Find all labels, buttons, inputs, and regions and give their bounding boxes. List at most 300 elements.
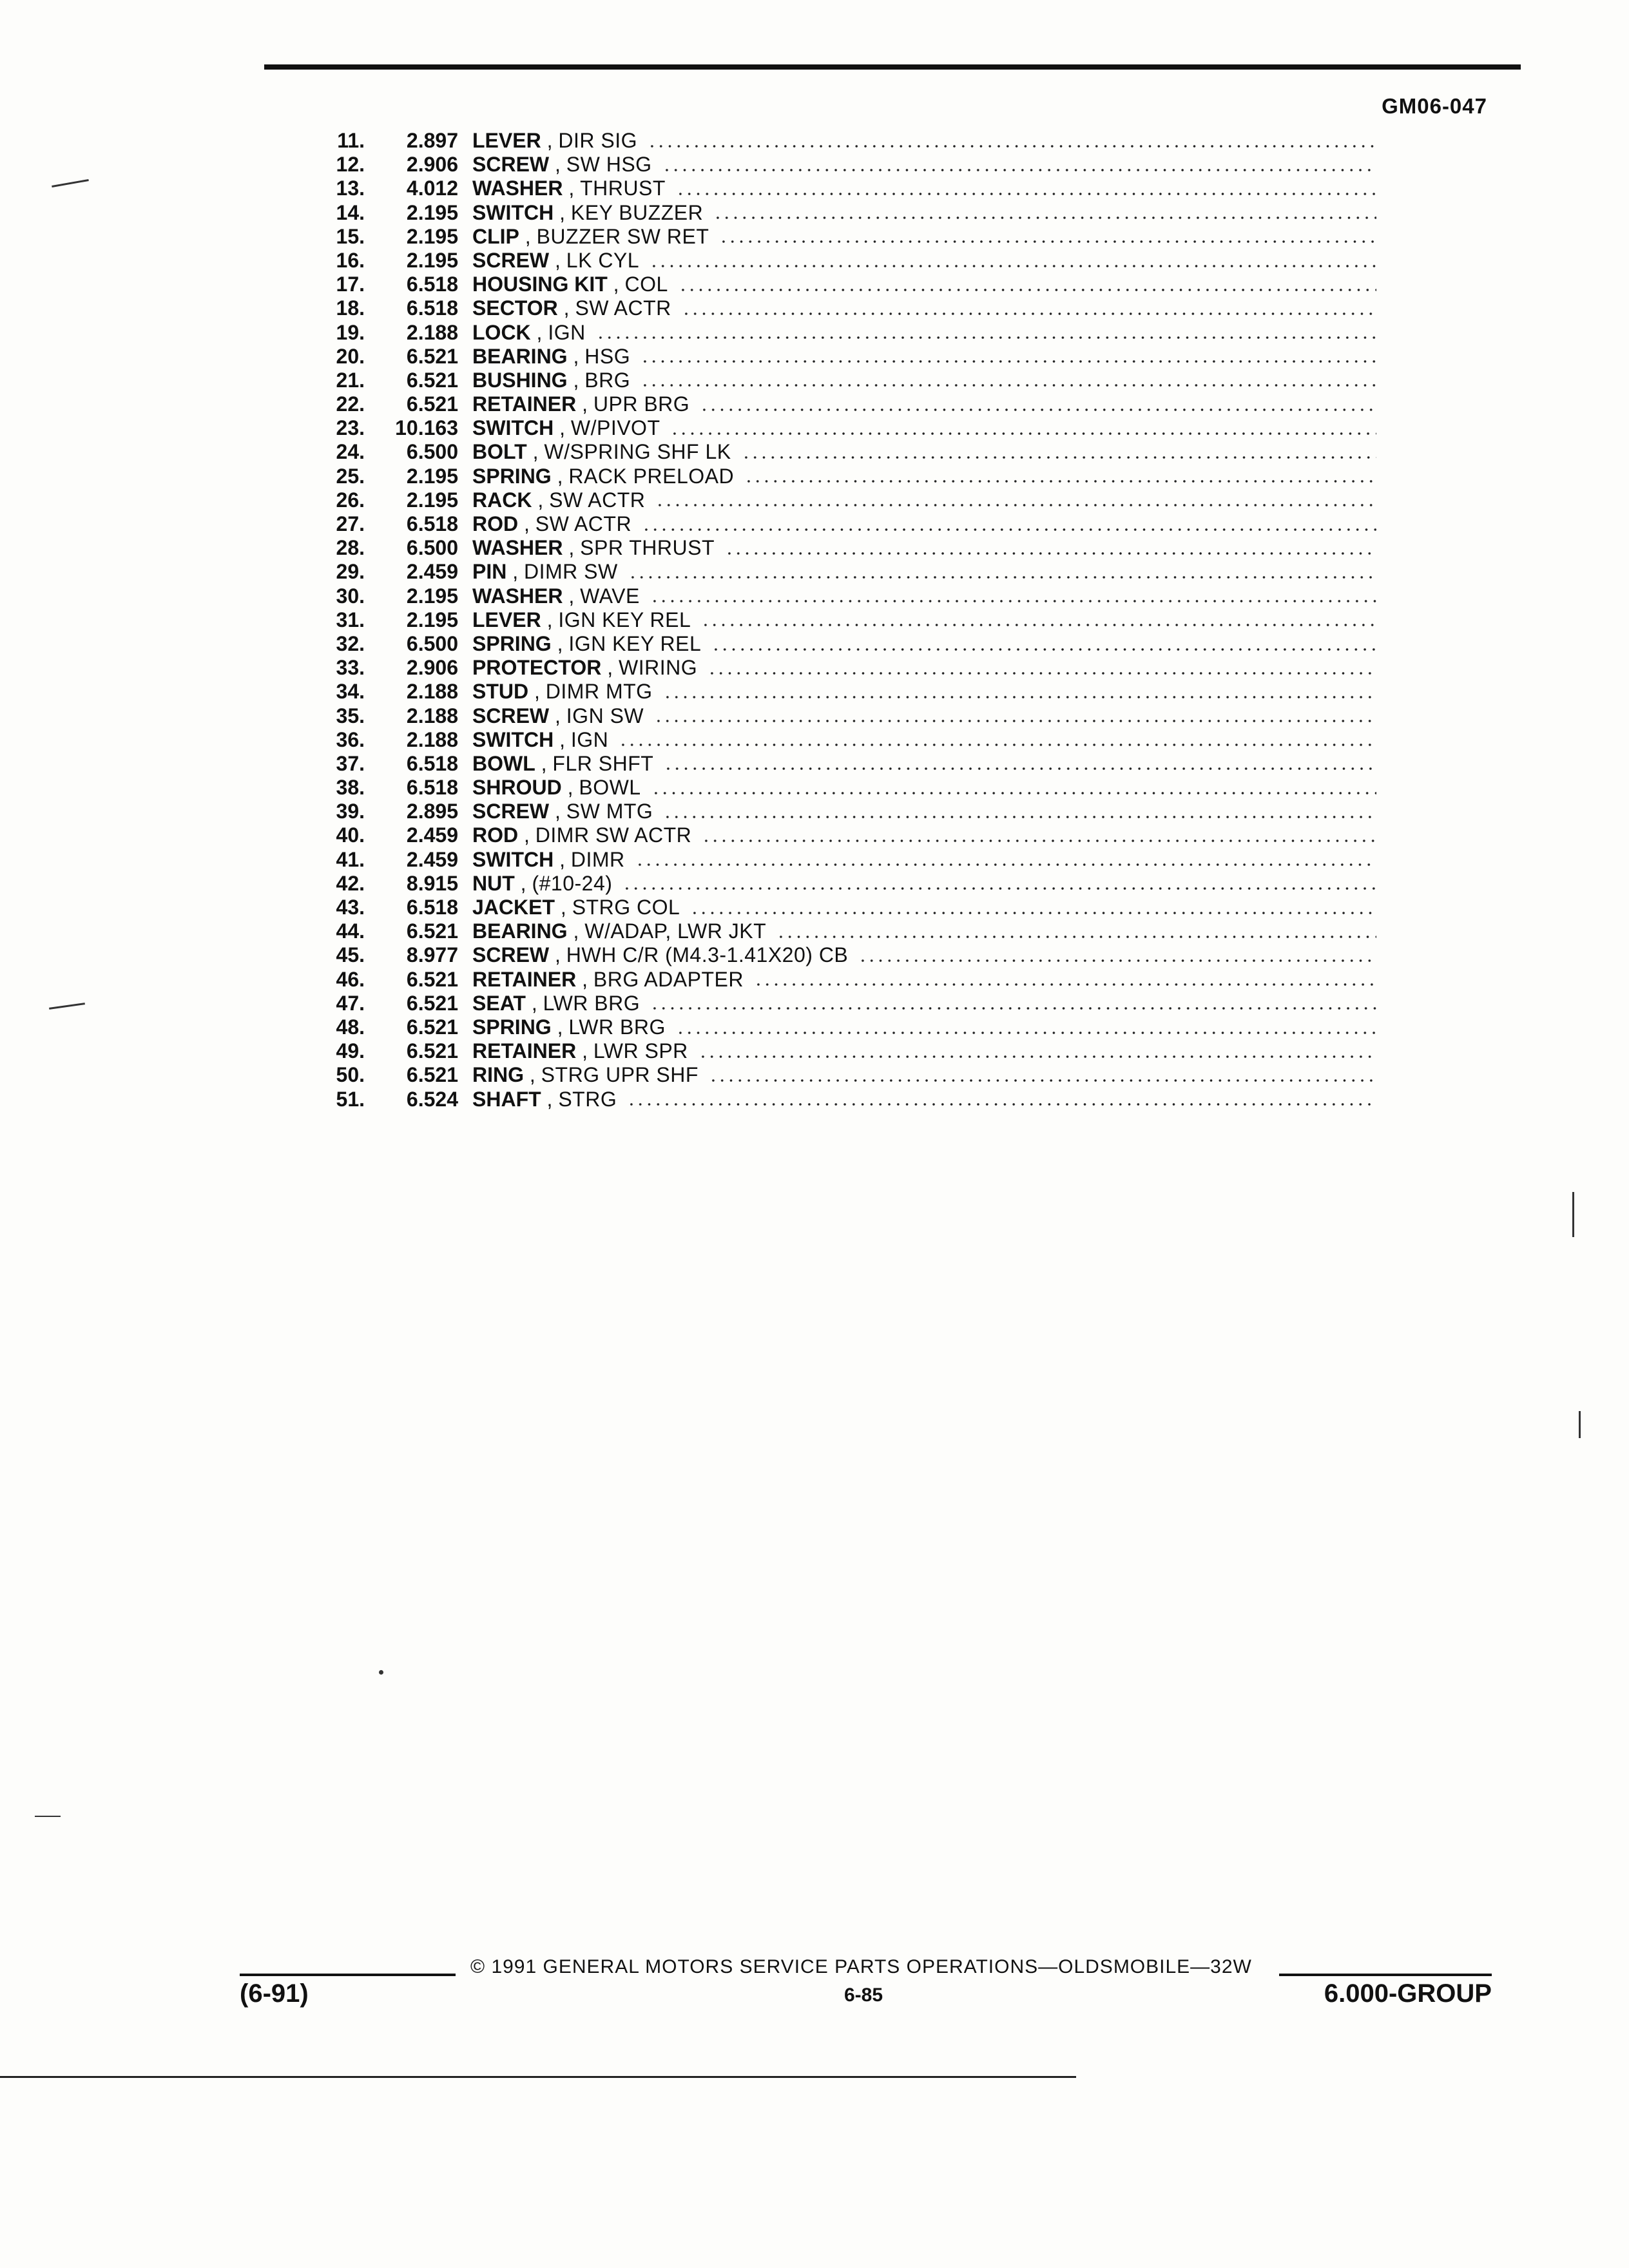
- part-group-number: 6.521: [406, 967, 458, 991]
- part-number: 39.: [336, 800, 365, 823]
- part-separator: ,: [563, 584, 581, 608]
- dot-leader: [650, 264, 1376, 268]
- part-separator: ,: [554, 200, 571, 224]
- part-group-number: 6.518: [406, 776, 458, 800]
- dot-leader: [699, 1055, 1376, 1059]
- part-separator: ,: [526, 440, 545, 464]
- dot-leader: [702, 839, 1376, 843]
- part-name: SCREW: [472, 943, 550, 967]
- part-name: SWITCH: [472, 200, 554, 224]
- part-separator: ,: [506, 560, 525, 584]
- page-number: 6-85: [844, 1984, 883, 2006]
- dot-leader: [662, 168, 1376, 172]
- scan-mark: [1572, 1192, 1574, 1237]
- part-group-number: 6.521: [406, 919, 458, 943]
- dot-leader: [719, 240, 1376, 244]
- part-number: 34.: [336, 680, 365, 704]
- footer-rule-left: [240, 1974, 456, 1976]
- part-separator: ,: [554, 847, 571, 871]
- part-separator: ,: [518, 512, 535, 535]
- part-group-number: 6.524: [406, 1087, 458, 1111]
- part-number: 16.: [336, 248, 365, 272]
- footer-group: 6.000-GROUP: [1324, 1979, 1492, 2008]
- footer-date: (6-91): [240, 1979, 309, 2008]
- part-separator: ,: [524, 1063, 541, 1087]
- part-separator: ,: [563, 536, 581, 560]
- part-description: DIMR MTG: [545, 680, 653, 704]
- part-group-number: 6.521: [406, 1015, 458, 1039]
- part-description: RACK PRELOAD: [568, 464, 735, 488]
- part-group-number: 2.897: [406, 129, 458, 152]
- part-description: STRG UPR SHF: [541, 1063, 699, 1087]
- parts-row: [320, 129, 1376, 153]
- dot-leader: [663, 815, 1376, 819]
- part-separator: ,: [561, 776, 579, 800]
- part-group-number: 10.163: [395, 416, 458, 440]
- part-number: 11.: [337, 129, 365, 152]
- dot-leader: [682, 312, 1376, 316]
- dot-leader: [654, 719, 1376, 723]
- part-separator: ,: [563, 177, 581, 200]
- part-description: HSG: [584, 344, 631, 368]
- part-separator: ,: [555, 896, 572, 919]
- part-number: 31.: [336, 608, 365, 631]
- part-description: COL: [624, 273, 668, 296]
- dot-leader: [713, 216, 1376, 220]
- part-group-number: 2.188: [406, 680, 458, 704]
- part-separator: ,: [557, 296, 575, 320]
- parts-row: [320, 369, 1376, 392]
- part-group-number: 2.906: [406, 656, 458, 680]
- part-separator: ,: [551, 631, 569, 655]
- part-number: 36.: [336, 727, 365, 751]
- part-description: IGN KEY REL: [568, 631, 702, 655]
- part-description: W/SPRING SHF LK: [544, 440, 731, 464]
- part-number: 21.: [336, 368, 365, 392]
- part-number: 51.: [336, 1087, 365, 1111]
- part-description: HWH C/R (M4.3-1.41X20) CB: [566, 943, 849, 967]
- parts-row: [320, 919, 1376, 943]
- part-number: 43.: [336, 896, 365, 919]
- part-separator: ,: [576, 1039, 593, 1063]
- part-description: DIR SIG: [558, 129, 637, 152]
- part-description: (#10-24): [532, 871, 613, 895]
- part-description: SW ACTR: [535, 512, 632, 535]
- part-group-number: 2.195: [406, 200, 458, 224]
- parts-row: [320, 345, 1376, 369]
- part-description: STRG: [558, 1087, 617, 1111]
- dot-leader: [676, 1031, 1376, 1035]
- part-separator: ,: [532, 488, 550, 512]
- parts-row: [320, 416, 1376, 440]
- part-name: BUSHING: [472, 368, 568, 392]
- part-description: LWR SPR: [593, 1039, 688, 1063]
- dot-leader: [663, 695, 1376, 699]
- part-name: PROTECTOR: [472, 656, 602, 680]
- parts-row: [320, 800, 1376, 823]
- part-name: WASHER: [472, 177, 563, 200]
- part-number: 29.: [336, 560, 365, 584]
- dot-leader: [742, 456, 1376, 459]
- dot-leader: [754, 983, 1376, 986]
- part-group-number: 2.195: [406, 464, 458, 488]
- part-name: LEVER: [472, 608, 541, 631]
- parts-row: [320, 273, 1376, 296]
- part-separator: ,: [549, 248, 566, 272]
- part-separator: ,: [541, 608, 559, 631]
- part-name: LOCK: [472, 320, 531, 344]
- parts-row: [320, 1088, 1376, 1111]
- part-description: FLR SHFT: [552, 751, 654, 775]
- part-name: SCREW: [472, 800, 550, 823]
- part-separator: ,: [530, 320, 548, 344]
- scan-mark: [1579, 1411, 1581, 1438]
- part-number: 17.: [336, 273, 365, 296]
- part-number: 27.: [336, 512, 365, 535]
- part-name: SWITCH: [472, 847, 554, 871]
- part-name: ROD: [472, 823, 519, 847]
- part-number: 22.: [336, 392, 365, 416]
- parts-row: [320, 392, 1376, 416]
- part-group-number: 2.459: [406, 560, 458, 584]
- part-description: SW HSG: [566, 153, 652, 177]
- part-description: BRG: [584, 368, 631, 392]
- part-name: SHROUD: [472, 776, 562, 800]
- parts-row: [320, 153, 1376, 177]
- part-description: SW ACTR: [549, 488, 646, 512]
- part-description: IGN KEY REL: [558, 608, 691, 631]
- part-separator: ,: [567, 344, 585, 368]
- part-separator: ,: [528, 680, 546, 704]
- part-group-number: 2.895: [406, 800, 458, 823]
- parts-row: [320, 896, 1376, 919]
- part-separator: ,: [541, 129, 559, 152]
- part-name: ROD: [472, 512, 519, 535]
- part-name: STUD: [472, 680, 529, 704]
- dot-leader: [641, 383, 1376, 387]
- parts-row: [320, 536, 1376, 560]
- part-name: SEAT: [472, 991, 526, 1015]
- dot-leader: [628, 575, 1376, 579]
- part-name: SECTOR: [472, 296, 558, 320]
- parts-row: [320, 776, 1376, 800]
- part-number: 15.: [336, 224, 365, 248]
- part-name: SPRING: [472, 464, 552, 488]
- part-name: PIN: [472, 560, 507, 584]
- part-number: 32.: [336, 631, 365, 655]
- part-number: 49.: [336, 1039, 365, 1063]
- part-group-number: 6.518: [406, 273, 458, 296]
- dot-leader: [650, 1006, 1376, 1010]
- parts-row: [320, 1063, 1376, 1087]
- scan-mark: [52, 179, 89, 187]
- part-number: 25.: [336, 464, 365, 488]
- part-name: BOWL: [472, 751, 535, 775]
- part-group-number: 2.195: [406, 584, 458, 608]
- part-group-number: 2.188: [406, 727, 458, 751]
- part-number: 35.: [336, 704, 365, 727]
- parts-row: [320, 728, 1376, 752]
- parts-row: [320, 465, 1376, 488]
- part-number: 30.: [336, 584, 365, 608]
- dot-leader: [701, 623, 1376, 627]
- part-separator: ,: [518, 823, 535, 847]
- parts-row: [320, 201, 1376, 225]
- part-number: 23.: [336, 416, 365, 440]
- part-number: 44.: [336, 919, 365, 943]
- part-group-number: 8.915: [406, 871, 458, 895]
- part-name: SWITCH: [472, 416, 554, 440]
- part-name: RETAINER: [472, 1039, 577, 1063]
- part-number: 47.: [336, 991, 365, 1015]
- part-group-number: 6.518: [406, 512, 458, 535]
- parts-row: [320, 1039, 1376, 1063]
- part-number: 46.: [336, 967, 365, 991]
- part-number: 13.: [336, 177, 365, 200]
- parts-row: [320, 656, 1376, 680]
- part-number: 50.: [336, 1063, 365, 1087]
- part-group-number: 6.521: [406, 392, 458, 416]
- dot-leader: [622, 887, 1376, 890]
- part-name: CLIP: [472, 224, 519, 248]
- parts-row: [320, 848, 1376, 872]
- part-group-number: 2.195: [406, 608, 458, 631]
- part-number: 24.: [336, 440, 365, 464]
- part-separator: ,: [554, 416, 571, 440]
- part-name: WASHER: [472, 584, 563, 608]
- footer-rule-right: [1279, 1974, 1492, 1976]
- part-name: SCREW: [472, 153, 550, 177]
- parts-row: [320, 872, 1376, 896]
- part-name: SPRING: [472, 1015, 552, 1039]
- dot-leader: [700, 408, 1376, 412]
- part-group-number: 2.459: [406, 847, 458, 871]
- parts-row: [320, 225, 1376, 249]
- part-number: 45.: [336, 943, 365, 967]
- part-group-number: 6.500: [406, 631, 458, 655]
- part-description: W/PIVOT: [570, 416, 660, 440]
- part-description: SW ACTR: [575, 296, 671, 320]
- dot-leader: [690, 911, 1376, 915]
- part-separator: ,: [576, 392, 593, 416]
- part-separator: ,: [554, 727, 571, 751]
- parts-row: [320, 177, 1376, 200]
- dot-leader: [709, 1079, 1376, 1082]
- parts-row: [320, 321, 1376, 345]
- part-number: 26.: [336, 488, 365, 512]
- parts-list: [320, 129, 1376, 1111]
- dot-leader: [596, 336, 1376, 340]
- part-name: BEARING: [472, 344, 568, 368]
- scan-mark: [49, 1003, 85, 1010]
- part-group-number: 2.195: [406, 224, 458, 248]
- part-separator: ,: [576, 967, 593, 991]
- part-name: SHAFT: [472, 1087, 541, 1111]
- part-group-number: 2.459: [406, 823, 458, 847]
- bottom-rule: [0, 2076, 1076, 2078]
- part-group-number: 4.012: [406, 177, 458, 200]
- part-name: BOLT: [472, 440, 527, 464]
- part-number: 20.: [336, 344, 365, 368]
- part-separator: ,: [549, 800, 566, 823]
- parts-row: [320, 632, 1376, 656]
- part-number: 28.: [336, 536, 365, 560]
- part-separator: ,: [567, 919, 585, 943]
- dot-leader: [651, 791, 1376, 795]
- parts-row: [320, 1015, 1376, 1039]
- dot-leader: [664, 767, 1376, 771]
- part-group-number: 6.521: [406, 368, 458, 392]
- part-group-number: 6.518: [406, 296, 458, 320]
- parts-row: [320, 488, 1376, 512]
- dot-leader: [642, 528, 1376, 532]
- part-separator: ,: [551, 1015, 569, 1039]
- dot-leader: [650, 599, 1376, 603]
- part-number: 33.: [336, 656, 365, 680]
- part-number: 12.: [336, 153, 365, 177]
- part-group-number: 2.188: [406, 704, 458, 727]
- part-description: WIRING: [618, 656, 698, 680]
- part-description: BUZZER SW RET: [536, 224, 709, 248]
- dot-leader: [858, 959, 1376, 963]
- part-separator: ,: [519, 224, 537, 248]
- part-number: 18.: [336, 296, 365, 320]
- part-separator: ,: [551, 464, 569, 488]
- part-group-number: 6.521: [406, 344, 458, 368]
- dot-leader: [627, 1102, 1376, 1106]
- part-description: LWR BRG: [543, 991, 641, 1015]
- dot-leader: [655, 503, 1376, 507]
- part-number: 19.: [336, 320, 365, 344]
- parts-row: [320, 968, 1376, 992]
- part-description: BRG ADAPTER: [593, 967, 744, 991]
- dot-leader: [648, 144, 1376, 148]
- top-rule: [264, 64, 1521, 70]
- part-name: SWITCH: [472, 727, 554, 751]
- part-name: RING: [472, 1063, 524, 1087]
- part-separator: ,: [549, 153, 566, 177]
- part-group-number: 8.977: [406, 943, 458, 967]
- part-separator: ,: [567, 368, 585, 392]
- part-separator: ,: [541, 1087, 559, 1111]
- dot-leader: [725, 552, 1376, 555]
- part-name: BEARING: [472, 919, 568, 943]
- part-description: SPR THRUST: [580, 536, 715, 560]
- part-name: RACK: [472, 488, 532, 512]
- part-group-number: 6.521: [406, 991, 458, 1015]
- document-code: GM06-047: [1382, 94, 1487, 118]
- part-separator: ,: [535, 751, 553, 775]
- part-description: SW MTG: [566, 800, 653, 823]
- part-group-number: 6.500: [406, 440, 458, 464]
- parts-row: [320, 680, 1376, 704]
- dot-leader: [708, 671, 1376, 675]
- dot-leader: [744, 479, 1376, 483]
- part-group-number: 2.906: [406, 153, 458, 177]
- parts-row: [320, 992, 1376, 1015]
- footer-copyright: © 1991 GENERAL MOTORS SERVICE PARTS OPERATIONS—OLDSMOBILE—32W: [470, 1956, 1252, 1977]
- part-number: 37.: [336, 751, 365, 775]
- parts-row: [320, 560, 1376, 584]
- dot-leader: [670, 432, 1376, 436]
- part-description: IGN: [548, 320, 586, 344]
- scan-mark: [35, 1816, 61, 1817]
- part-group-number: 2.195: [406, 488, 458, 512]
- parts-row: [320, 584, 1376, 608]
- part-separator: ,: [549, 704, 566, 727]
- part-description: LWR BRG: [568, 1015, 666, 1039]
- part-separator: ,: [607, 273, 625, 296]
- parts-row: [320, 752, 1376, 776]
- part-description: THRUST: [580, 177, 666, 200]
- part-description: BOWL: [579, 776, 641, 800]
- part-description: KEY BUZZER: [570, 200, 704, 224]
- part-number: 48.: [336, 1015, 365, 1039]
- part-name: RETAINER: [472, 392, 577, 416]
- part-group-number: 6.521: [406, 1063, 458, 1087]
- part-description: W/ADAP, LWR JKT: [584, 919, 767, 943]
- part-name: HOUSING KIT: [472, 273, 608, 296]
- dot-leader: [711, 648, 1376, 651]
- part-group-number: 6.518: [406, 896, 458, 919]
- part-name: NUT: [472, 871, 515, 895]
- part-group-number: 6.521: [406, 1039, 458, 1063]
- part-number: 40.: [336, 823, 365, 847]
- parts-row: [320, 704, 1376, 728]
- part-separator: ,: [549, 943, 566, 967]
- part-group-number: 2.188: [406, 320, 458, 344]
- part-description: IGN SW: [566, 704, 644, 727]
- part-separator: ,: [601, 656, 619, 680]
- part-number: 41.: [336, 847, 365, 871]
- part-description: WAVE: [580, 584, 640, 608]
- parts-row: [320, 440, 1376, 464]
- part-name: SPRING: [472, 631, 552, 655]
- part-description: IGN: [570, 727, 609, 751]
- dot-leader: [679, 288, 1376, 292]
- part-name: JACKET: [472, 896, 555, 919]
- part-separator: ,: [525, 991, 543, 1015]
- dot-leader: [635, 863, 1376, 867]
- part-separator: ,: [514, 871, 532, 895]
- part-description: DIMR: [570, 847, 625, 871]
- part-group-number: 6.500: [406, 536, 458, 560]
- parts-row: [320, 296, 1376, 320]
- parts-row: [320, 512, 1376, 536]
- part-description: LK CYL: [566, 248, 640, 272]
- part-name: WASHER: [472, 536, 563, 560]
- parts-row: [320, 823, 1376, 847]
- dot-leader: [641, 360, 1376, 363]
- dot-leader: [676, 192, 1376, 196]
- part-name: SCREW: [472, 248, 550, 272]
- part-description: UPR BRG: [593, 392, 690, 416]
- dot-leader: [619, 743, 1376, 747]
- parts-row: [320, 608, 1376, 632]
- part-group-number: 6.518: [406, 751, 458, 775]
- part-name: LEVER: [472, 129, 541, 152]
- part-name: RETAINER: [472, 967, 577, 991]
- parts-row: [320, 249, 1376, 273]
- parts-row: [320, 943, 1376, 967]
- part-description: DIMR SW: [524, 560, 618, 584]
- dot-leader: [776, 935, 1376, 939]
- part-description: STRG COL: [572, 896, 680, 919]
- part-description: DIMR SW ACTR: [535, 823, 692, 847]
- part-name: SCREW: [472, 704, 550, 727]
- part-number: 14.: [336, 200, 365, 224]
- part-number: 42.: [336, 871, 365, 895]
